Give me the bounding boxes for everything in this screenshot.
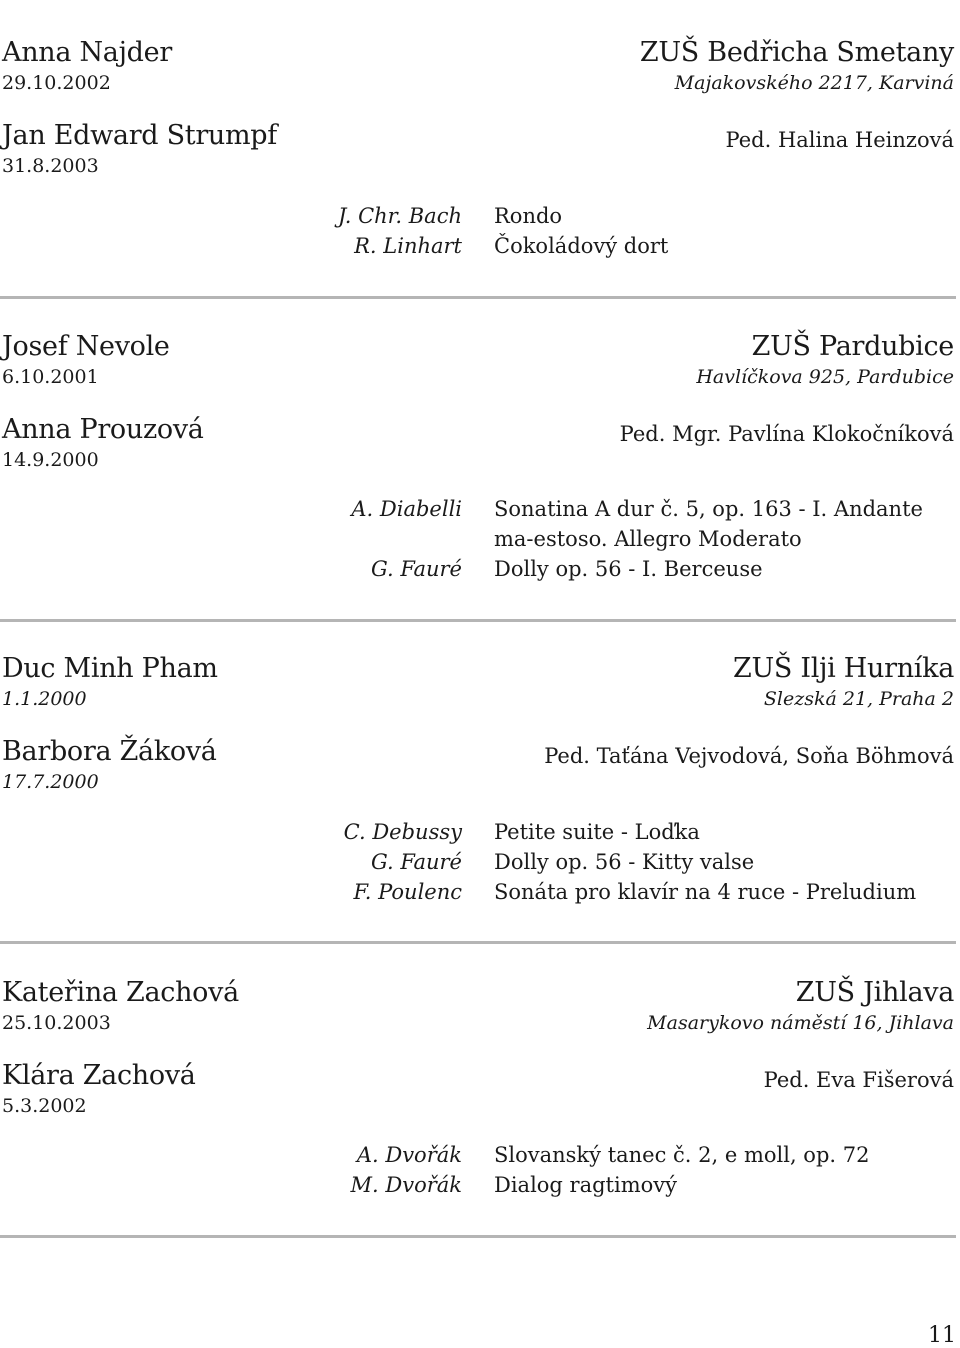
student-birthdate: 25.10.2003: [2, 1012, 111, 1034]
composer: G. Fauré: [370, 850, 462, 874]
school-address: Slezská 21, Praha 2: [763, 688, 954, 710]
section-divider: [0, 619, 956, 622]
piece-title: Dialog ragtimový: [494, 1173, 677, 1197]
school-name: ZUŠ Ilji Hurníka: [732, 653, 954, 684]
student-name: Anna Najder: [2, 37, 172, 68]
student-name: Barbora Žáková: [2, 736, 217, 767]
teacher-name: Ped. Eva Fišerová: [763, 1068, 954, 1092]
performance-entry-1: [0, 0, 956, 300]
piece-title: Sonatina A dur č. 5, op. 163 - I. Andante ma-estoso. Allegro Moderato: [494, 497, 923, 551]
composer: A. Dvořák: [356, 1143, 462, 1167]
school-name: ZUŠ Pardubice: [751, 331, 954, 362]
section-divider: [0, 1235, 956, 1238]
student-birthdate: 31.8.2003: [2, 155, 99, 177]
student-birthdate: 5.3.2002: [2, 1095, 87, 1117]
school-name: ZUŠ Jihlava: [795, 977, 954, 1008]
student-name: Duc Minh Pham: [2, 653, 218, 684]
student-name: Jan Edward Strumpf: [2, 120, 277, 151]
student-name: Anna Prouzová: [2, 414, 204, 445]
school-name: ZUŠ Bedřicha Smetany: [639, 37, 954, 68]
student-name: Klára Zachová: [2, 1060, 196, 1091]
piece-title: Dolly op. 56 - Kitty valse: [494, 850, 755, 874]
composer: G. Fauré: [370, 557, 462, 581]
piece-title: Sonáta pro klavír na 4 ruce - Preludium: [494, 880, 917, 904]
piece-title: Čokoládový dort: [494, 234, 669, 258]
teacher-name: Ped. Halina Heinzová: [725, 128, 954, 152]
composer: M. Dvořák: [350, 1173, 462, 1197]
page-number: 11: [928, 1323, 956, 1348]
school-address: Majakovského 2217, Karviná: [674, 72, 954, 94]
composer: A. Diabelli: [351, 497, 462, 521]
section-divider: [0, 296, 956, 299]
student-birthdate: 29.10.2002: [2, 72, 111, 94]
student-birthdate: 14.9.2000: [2, 449, 99, 471]
student-birthdate: 6.10.2001: [2, 366, 99, 388]
composer: R. Linhart: [354, 234, 462, 258]
piece-title: Petite suite - Loďka: [494, 820, 700, 844]
composer: J. Chr. Bach: [337, 204, 462, 228]
student-name: Kateřina Zachová: [2, 977, 239, 1008]
school-address: Havlíčkova 925, Pardubice: [696, 366, 954, 388]
student-birthdate: 17.7.2000: [2, 771, 99, 793]
piece-title: Dolly op. 56 - I. Berceuse: [494, 557, 763, 581]
composer: C. Debussy: [343, 820, 462, 844]
section-divider: [0, 941, 956, 944]
piece-title: Rondo: [494, 204, 563, 228]
piece-title: Slovanský tanec č. 2, e moll, op. 72: [494, 1143, 870, 1167]
teacher-name: Ped. Mgr. Pavlína Klokočníková: [619, 422, 954, 446]
composer: F. Poulenc: [353, 880, 462, 904]
student-name: Josef Nevole: [2, 331, 170, 362]
student-birthdate: 1.1.2000: [2, 688, 87, 710]
school-address: Masarykovo náměstí 16, Jihlava: [647, 1012, 954, 1034]
teacher-name: Ped. Taťána Vejvodová, Soňa Böhmová: [544, 744, 954, 768]
